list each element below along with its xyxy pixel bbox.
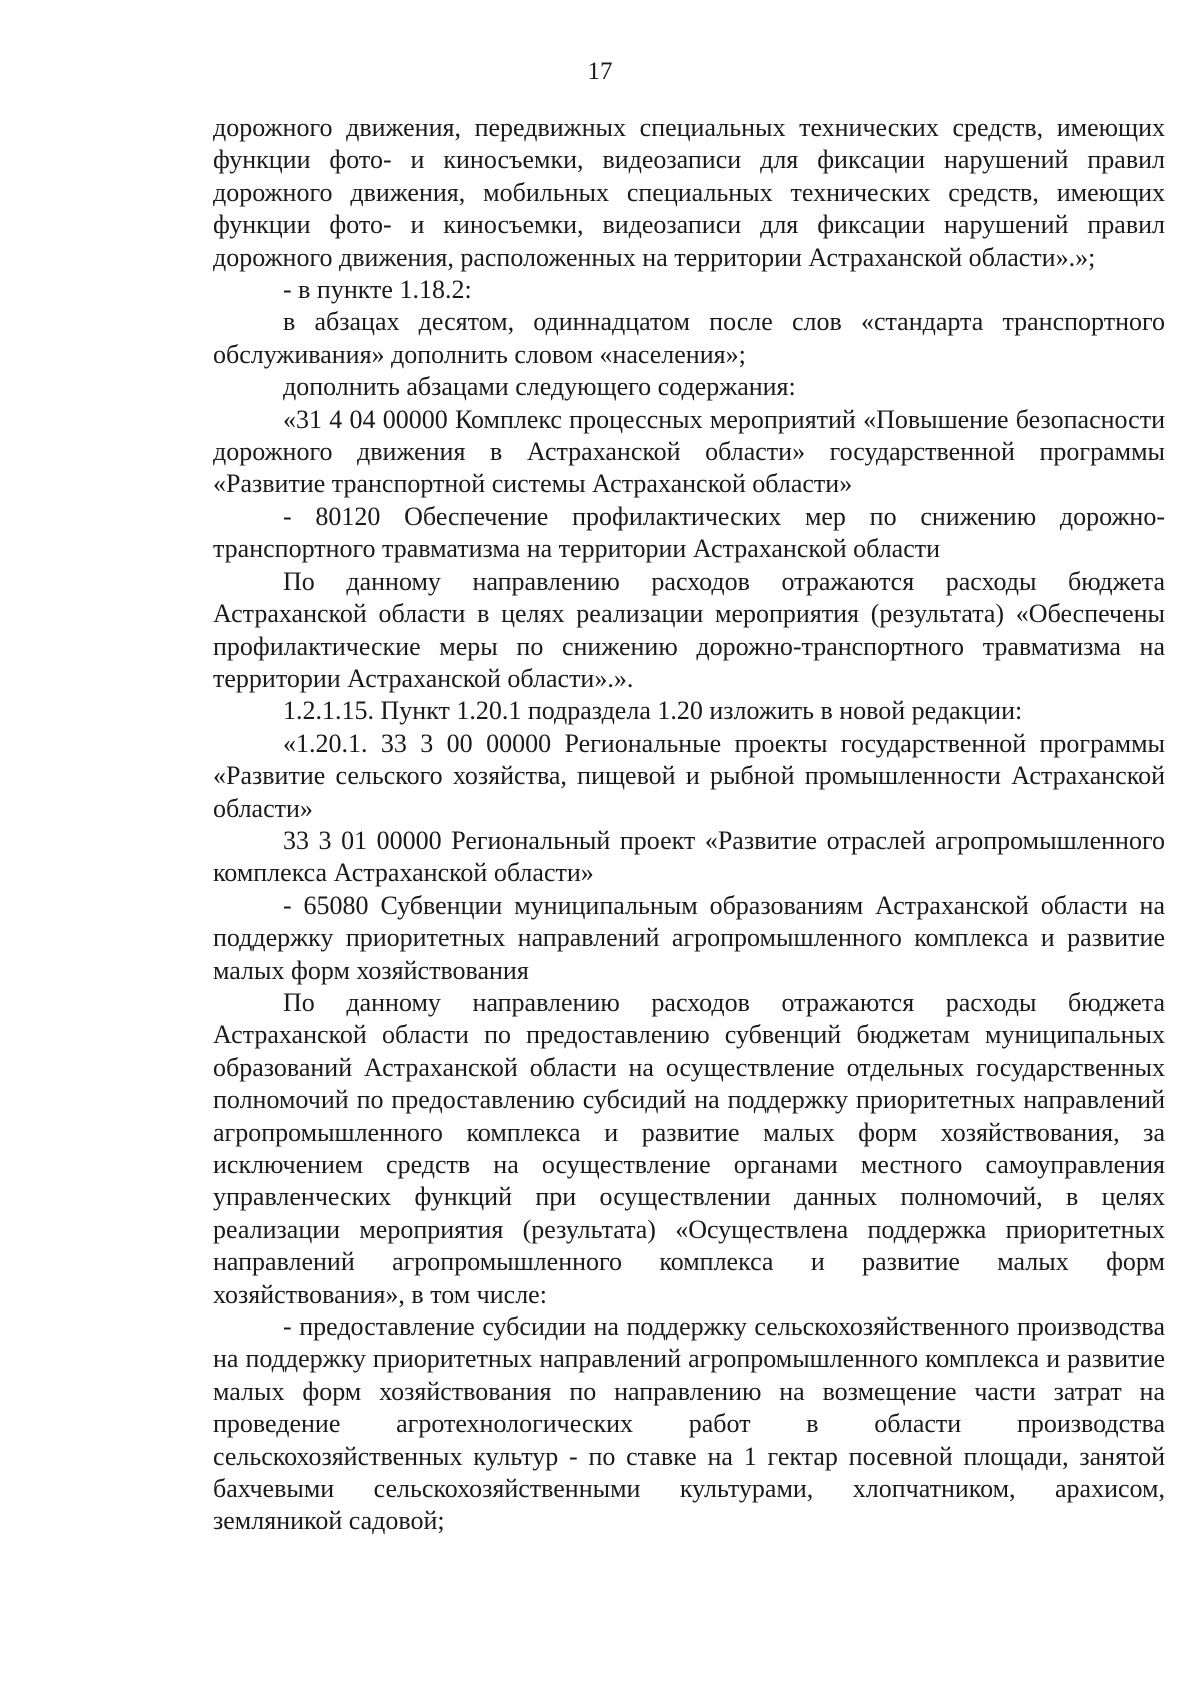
paragraph: дорожного движения, передвижных специальных технических средств, имеющих функции фото- и киносъемки, видеозаписи для фиксации нарушений правил дорожного движения, мобильных специальных технических средств, имеющих функции фото- и киносъемки, видеозаписи для фиксации нарушений правил дорожного движения, расположенных на территории Астраханской области».»; bbox=[213, 113, 1165, 272]
page-number: 17 bbox=[587, 58, 613, 85]
paragraph: в абзацах десятом, одиннадцатом после слов «стандарта транспортного обслуживания» дополнить словом «населения»; bbox=[213, 307, 1165, 369]
paragraph: - в пункте 1.18.2: bbox=[283, 275, 472, 305]
paragraph: - предоставление субсидии на поддержку сельскохозяйственного производства на поддержку приоритетных направлений агропромышленного комплекса и развитие малых форм хозяйствования по направлению на возмещение части затрат на проведение агротехнологических работ в области производства сельскохозяйственных культур - по ставке на 1 гектар посевной площади, занятой бахчевыми сельскохозяйственными культурами, хлопчатником, арахисом, земляникой садовой; bbox=[213, 1312, 1165, 1536]
paragraph: По данному направлению расходов отражаются расходы бюджета Астраханской области по предоставлению субвенций бюджетам муниципальных образований Астраханской области на осуществление отдельных государственных полномочий по предоставлению субсидий на поддержку приоритетных направлений агропромышленного комплекса и развитие малых форм хозяйствования, за исключением средств на осуществление органами местного самоуправления управленческих функций при осуществлении данных полномочий, в целях реализации мероприятия (результата) «Осуществлена поддержка приоритетных направлений агропромышленного комплекса и развитие малых форм хозяйствования», в том числе: bbox=[213, 987, 1165, 1309]
paragraph: 1.2.1.15. Пункт 1.20.1 подраздела 1.20 изложить в новой редакции: bbox=[283, 696, 1023, 726]
paragraph: «31 4 04 00000 Комплекс процессных мероприятий «Повышение безопасности дорожного движения в Астраханской области» государственной программы «Развитие транспортной системы Астраханской области» bbox=[213, 404, 1165, 499]
document-body bbox=[213, 112, 1165, 1538]
paragraph: По данному направлению расходов отражаются расходы бюджета Астраханской области в целях реализации мероприятия (результата) «Обеспечены профилактические меры по снижению дорожно-транспортного травматизма на территории Астраханской области».». bbox=[213, 566, 1165, 693]
paragraph: 33 3 01 00000 Региональный проект «Развитие отраслей агропромышленного комплекса Астраханской области» bbox=[213, 825, 1165, 888]
paragraph: дополнить абзацами следующего содержания: bbox=[283, 372, 796, 402]
paragraph: - 65080 Субвенции муниципальным образованиям Астраханской области на поддержку приоритетных направлений агропромышленного комплекса и развитие малых форм хозяйствования bbox=[213, 890, 1165, 985]
paragraph: «1.20.1. 33 3 00 00000 Региональные проекты государственной программы «Развитие сельского хозяйства, пищевой и рыбной промышленности Астраханской области» bbox=[213, 728, 1165, 823]
paragraph: - 80120 Обеспечение профилактических мер по снижению дорожно-транспортного травматизма на территории Астраханской области bbox=[213, 501, 1165, 564]
